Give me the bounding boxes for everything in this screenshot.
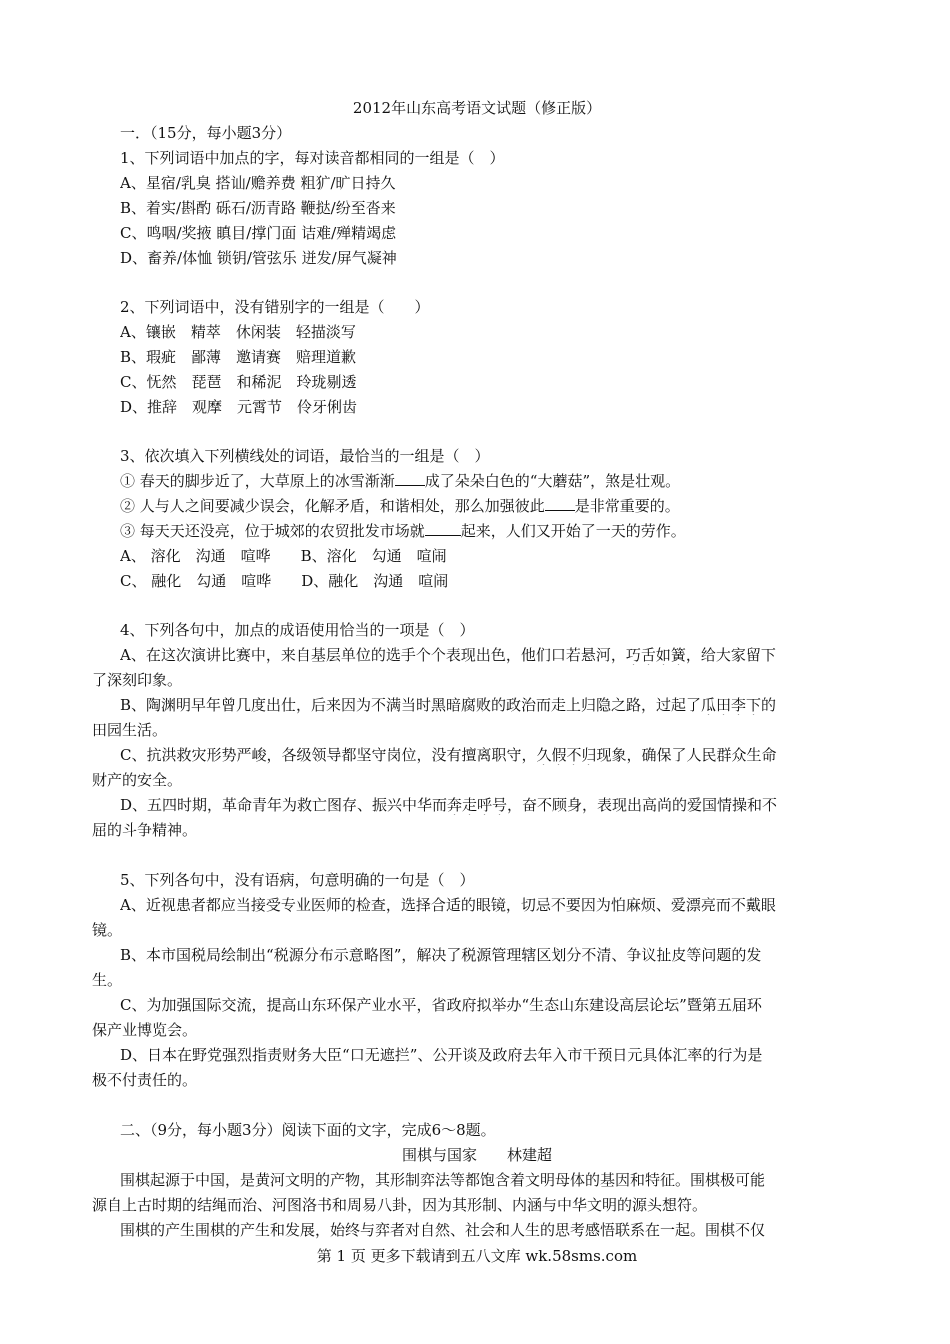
q4-option-d-line2: 屈的斗争精神。 xyxy=(92,821,198,839)
q5-option-c-line1: C、为加强国际交流，提高山东环保产业水平，省政府拟举办“生态山东建设高层论坛”暨第五届环 xyxy=(120,996,762,1014)
q3-options-cd: C、 融化 勾通 喧哗 D、融化 沟通 喧闹 xyxy=(120,572,449,590)
q2-option-b: B、瑕疵 鄙薄 邀请赛 赔理道歉 xyxy=(120,348,357,366)
q4-b-text: B、陶渊明早年曾几度出仕，后来因为不满当时黑暗腐败的政治而走上归隐之路，过起了 xyxy=(120,696,702,714)
q4-option-c-line2: 财产的安全。 xyxy=(92,771,183,789)
q4-option-b-line1 xyxy=(120,695,890,715)
q3-s1-part1: ① 春天的脚步近了，大草原上的冰雪渐渐 xyxy=(120,472,395,490)
q2-stem: 2、下列词语中，没有错别字的一组是（ ） xyxy=(120,298,430,316)
q3-s2-part2: 是非常重要的。 xyxy=(574,497,680,515)
article-paragraph-1-line2: 源自上古时期的结绳而治、河图洛书和周易八卦，因为其形制、内涵与中华文明的源头想符。 xyxy=(92,1196,708,1214)
q4-a-text: A、在这次演讲比赛中，来自基层单位的选手个个表现出色，他们口若悬河， xyxy=(120,646,626,664)
q4-option-a-line2: 了深刻印象。 xyxy=(92,671,183,689)
q4-c-text2: 现象，确保了人民群众生命 xyxy=(596,746,777,764)
q3-s1-part2: 成了朵朵白色的“大蘑菇”，煞是壮观。 xyxy=(424,472,681,490)
q4-option-d-line1 xyxy=(120,795,890,815)
q1-stem: 1、下列词语中加点的字，每对读音都相同的一组是（ ） xyxy=(120,149,505,167)
page-footer: 第 1 页 更多下载请到五八文库 wk.58sms.com xyxy=(316,1247,638,1265)
q5-option-d-line1: D、日本在野党强烈指责财务大臣“口无遮拦”、公开谈及政府去年入市干预日元具体汇率的行为是 xyxy=(120,1046,763,1064)
q4-c-text: C、抗洪救灾形势严峻，各级领导都坚守岗位，没有擅离职守， xyxy=(120,746,537,764)
q2-option-a: A、镶嵌 精萃 休闲装 轻描淡写 xyxy=(120,323,356,341)
q4-a-idiom: 巧舌如簧 xyxy=(626,646,686,665)
q4-d-idiom: 奔走呼号 xyxy=(447,796,507,815)
q2-option-d: D、推辞 观摩 元霄节 伶牙俐齿 xyxy=(120,398,358,416)
q2-option-c: C、怃然 琵琶 和稀泥 玲珑剔透 xyxy=(120,373,357,391)
q1-option-c: C、鸣咽/奖掖 瞋目/撑门面 诘难/殚精竭虑 xyxy=(120,224,397,242)
q4-d-text: D、五四时期，革命青年为救亡图存、振兴中华而 xyxy=(120,796,448,814)
q5-option-c-line2: 保产业博览会。 xyxy=(92,1021,198,1039)
q5-option-d-line2: 极不付责任的。 xyxy=(92,1071,198,1089)
q5-option-a-line1: A、近视患者都应当接受专业医师的检查，选择合适的眼镜，切忌不要因为怕麻烦、爱漂亮而不戴眼 xyxy=(120,896,776,914)
q4-a-text2: ，给大家留下 xyxy=(685,646,776,664)
article-paragraph-1-line1: 围棋起源于中国，是黄河文明的产物，其形制弈法等都饱含着文明母体的基因和特征。围棋极可能 xyxy=(120,1171,766,1189)
q5-option-b-line2: 生。 xyxy=(92,971,123,989)
q5-option-b-line1: B、本市国税局绘制出“税源分布示意略图”，解决了税源管理辖区划分不清、争议扯皮等问题的发 xyxy=(120,946,762,964)
fill-blank xyxy=(425,521,461,536)
q3-sentence-1 xyxy=(120,471,890,491)
document-title: 2012年山东高考语文试题（修正版） xyxy=(352,99,602,117)
q4-stem: 4、下列各句中，加点的成语使用恰当的一项是（ ） xyxy=(120,621,475,639)
q4-b-text2: 的 xyxy=(761,696,777,714)
q3-stem: 3、依次填入下列横线处的词语，最恰当的一组是（ ） xyxy=(120,447,490,465)
q1-option-b: B、着实/斟酌 砾石/沥青路 鞭挞/纷至沓来 xyxy=(120,199,396,217)
q5-option-a-line2: 镜。 xyxy=(92,921,123,939)
q1-option-d: D、畜养/体恤 锁钥/管弦乐 迸发/屏气凝神 xyxy=(120,249,397,267)
q1-option-a: A、星宿/乳臭 搭讪/赡养费 粗犷/旷日持久 xyxy=(120,174,396,192)
q3-options-ab: A、 溶化 沟通 喧哗 B、溶化 勾通 喧闹 xyxy=(120,547,447,565)
section2-heading: 二、（9分，每小题3分）阅读下面的文字，完成6～8题。 xyxy=(120,1121,496,1139)
article-title: 围棋与国家 林建超 xyxy=(401,1146,552,1164)
q3-s2-part1: ② 人与人之间要减少误会，化解矛盾，和谐相处，那么加强彼此 xyxy=(120,497,545,515)
q4-option-a-line1 xyxy=(120,645,890,665)
q4-c-idiom: 久假不归 xyxy=(536,746,596,765)
fill-blank xyxy=(395,471,425,486)
q3-sentence-3 xyxy=(120,521,890,541)
q4-b-idiom: 瓜田李下 xyxy=(701,696,761,715)
q3-s3-part1: ③ 每天天还没亮，位于城郊的农贸批发市场就 xyxy=(120,522,425,540)
fill-blank xyxy=(545,496,575,511)
q4-d-text2: ，奋不顾身，表现出高尚的爱国情操和不 xyxy=(507,796,778,814)
q3-s3-part2: 起来，人们又开始了一天的劳作。 xyxy=(460,522,686,540)
q5-stem: 5、下列各句中，没有语病，句意明确的一句是（ ） xyxy=(120,871,475,889)
q4-option-c-line1 xyxy=(120,745,890,765)
q3-sentence-2 xyxy=(120,496,890,516)
q4-option-b-line2: 田园生活。 xyxy=(92,721,168,739)
article-paragraph-2-line1: 围棋的产生围棋的产生和发展，始终与弈者对自然、社会和人生的思考感悟联系在一起。围棋不仅 xyxy=(120,1221,766,1239)
section1-heading: 一．（15分，每小题3分） xyxy=(120,124,292,142)
